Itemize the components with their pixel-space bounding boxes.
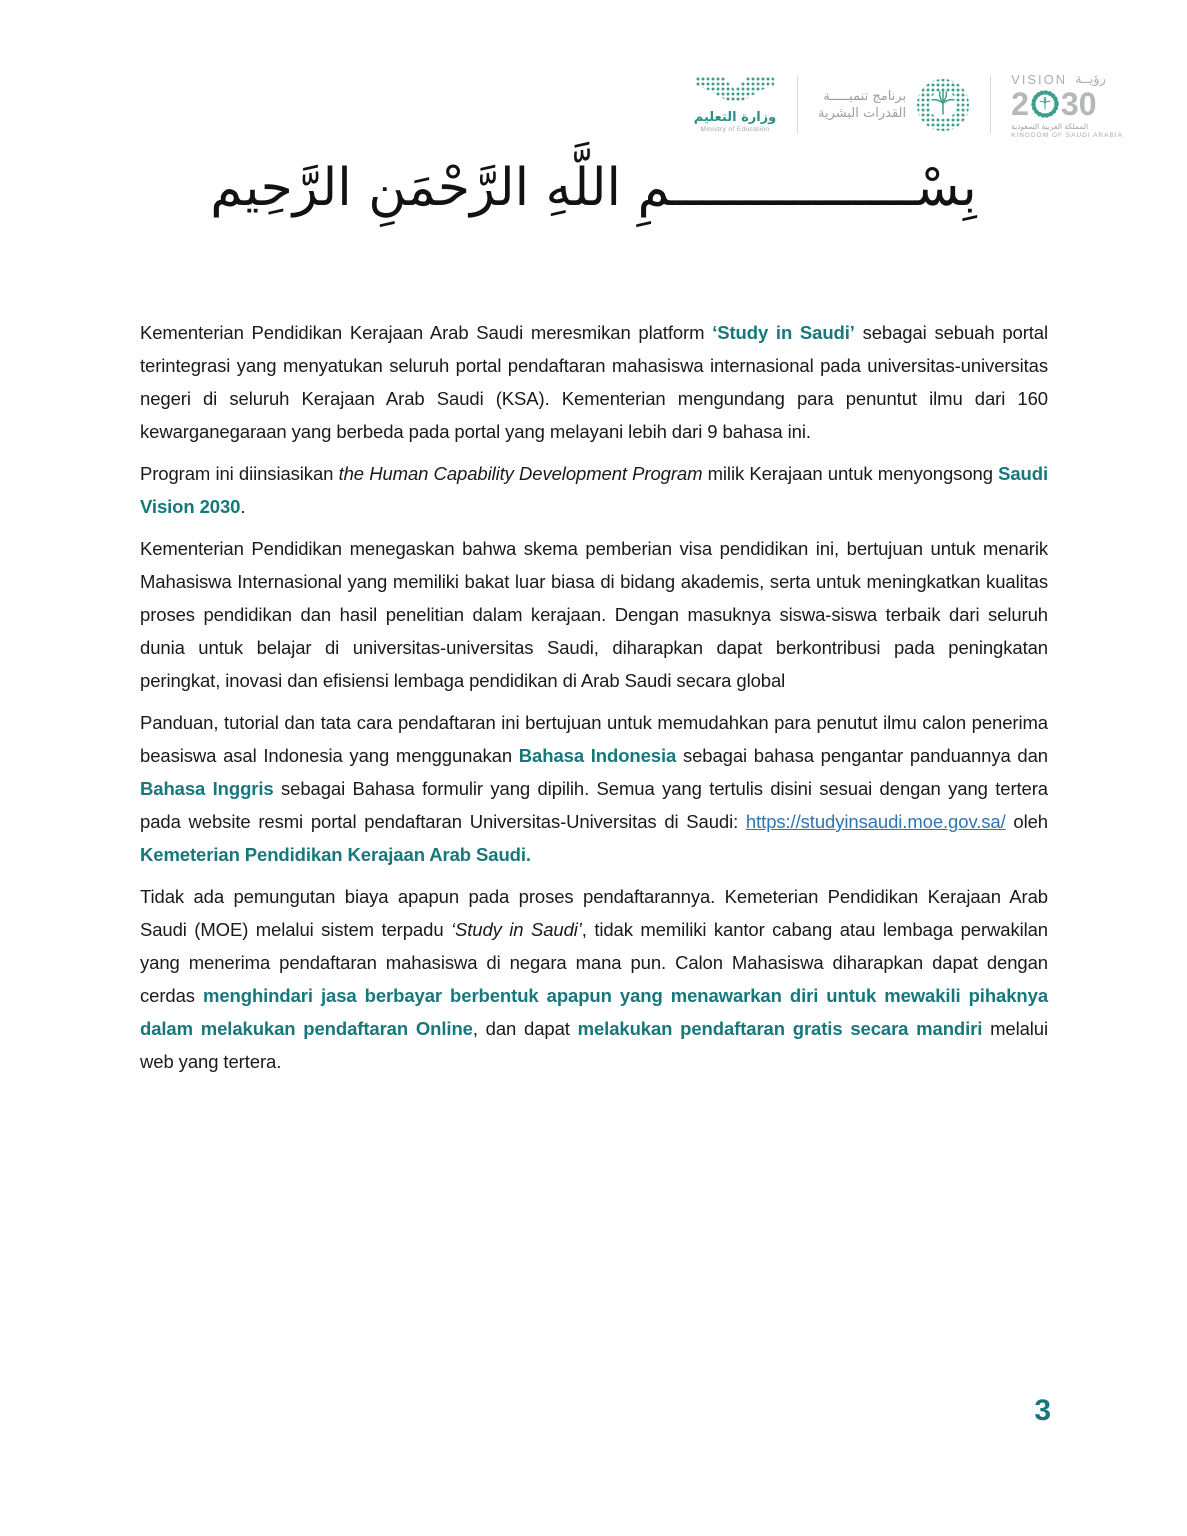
vision-emblem-icon: [1030, 89, 1060, 119]
palm-tree-icon: [1040, 97, 1050, 109]
text-run: sebagai bahasa pengantar panduannya dan: [676, 745, 1048, 766]
hcdp-name-line2: القدرات البشرية: [818, 106, 907, 121]
vision-country-arabic: المملكة العربية السعودية: [1011, 121, 1089, 131]
highlight-free-registration: melakukan pendaftaran gratis secara mandiri: [577, 1018, 983, 1039]
vision-label-en: VISION: [1011, 71, 1068, 87]
vision-year-2030: [1011, 85, 1097, 122]
vision-label-ar: رؤيــة: [1075, 71, 1106, 87]
page-number: 3: [1034, 1394, 1051, 1427]
bismillah-calligraphy: بِسْــــــــــــــــمِ اللَّهِ الرَّحْمَنِ الرَّحِيم: [210, 158, 977, 218]
vision-country-english: KINGDOM OF SAUDI ARABIA: [1011, 131, 1123, 139]
registration-portal-link[interactable]: https://studyinsaudi.moe.gov.sa/: [745, 811, 1006, 832]
highlight-avoid-paid-services: menghindari jasa berbayar berbentuk apapun yang menawarkan diri untuk mewakili pihaknya dalam melakukan pendaftaran Online: [140, 985, 1049, 1039]
header-logos: [693, 68, 1129, 142]
hcdp-name-line1: برنامج تنميـــــة: [823, 89, 907, 104]
text-run: milik Kerajaan untuk menyongsong: [702, 463, 999, 484]
hcdp-program-name: [818, 88, 906, 122]
text-run: sebagai Bahasa formulir yang dipilih. Semua yang tertulis disini sesuai dengan yang tertera pada website resmi portal pendaftaran Universitas-Universitas di Saudi:: [140, 778, 1049, 832]
text-run: , dan dapat: [472, 1018, 578, 1039]
text-run: Kementerian Pendidikan Kerajaan Arab Saudi meresmikan platform: [140, 322, 713, 343]
ministry-of-education-logo: [693, 77, 777, 133]
highlight-bahasa-indonesia: Bahasa Indonesia: [518, 745, 677, 766]
paragraph-guide-purpose: [140, 706, 1048, 871]
vision-2030-logo: [1011, 72, 1129, 139]
text-run: Program ini diinsiasikan: [140, 463, 339, 484]
paragraph-intro-platform: [140, 316, 1048, 448]
moe-arabic-name: وزارة التعليم: [693, 110, 777, 125]
study-in-saudi-italic: ‘Study in Saudi’: [450, 919, 582, 940]
text-run: Kementerian Pendidikan menegaskan bahwa skema pemberian visa pendidikan ini, bertujuan untuk menarik Mahasiswa Internasional yang memiliki bakat luar biasa di bidang akademis, serta untuk meningkatkan kualitas proses pendidikan dan hasil penelitian dalam kerajaan. Dengan masuknya siswa-siswa terbaik dari seluruh dunia untuk belajar di universitas-universitas Saudi, diharapkan dapat berkontribusi pada peningkatan peringkat, inovasi dan efisiensi lembaga pendidikan di Arab Saudi secara global: [140, 538, 1048, 691]
text-run: Tidak ada pemungutan biaya apapun pada proses pendaftarannya. Kemeterian Pendidikan Kerajaan Arab Saudi (MOE) melalui sistem terpadu: [140, 886, 1048, 940]
moe-dots-icon: [696, 77, 774, 107]
text-run: .: [240, 496, 246, 517]
moe-english-name: Ministry of Education: [700, 126, 770, 133]
hcdp-program-logo: [818, 78, 970, 132]
vision-digit-2: 2: [1011, 85, 1029, 122]
paragraph-visa-scheme: [140, 532, 1048, 697]
text-run: oleh: [1005, 811, 1048, 832]
text-run: melalui web yang tertera.: [140, 1018, 1049, 1072]
document-body: [140, 316, 1048, 1087]
text-run: sebagai sebuah portal terintegrasi yang menyatukan seluruh portal pendaftaran mahasiswa internasional pada universitas-universitas negeri di seluruh Kerajaan Arab Saudi (KSA). Kementerian mengundang para penuntut ilmu dari 160 kewarganegaraan yang berbeda pada portal yang melayani lebih dari 9 bahasa ini.: [140, 322, 1048, 442]
program-name-italic: the Human Capability Development Program: [338, 463, 703, 484]
paragraph-program-initiative: [140, 457, 1048, 523]
vision-digits-30: 30: [1060, 85, 1097, 122]
highlight-study-in-saudi: ‘Study in Saudi’: [712, 322, 855, 343]
highlight-bahasa-inggris: Bahasa Inggris: [140, 778, 274, 799]
paragraph-no-fees: [140, 880, 1048, 1078]
hcdp-emblem-icon: [916, 78, 970, 132]
vision-wordmark: [1011, 72, 1106, 87]
highlight-saudi-vision-2030: Saudi Vision 2030: [140, 463, 1048, 517]
text-run: Panduan, tutorial dan tata cara pendaftaran ini bertujuan untuk memudahkan para penutut ilmu calon penerima beasiswa asal Indonesia yang menggunakan: [140, 712, 1048, 766]
logo-separator: [797, 76, 798, 134]
highlight-ministry-name: Kemeterian Pendidikan Kerajaan Arab Saudi.: [140, 844, 531, 865]
text-run: , tidak memiliki kantor cabang atau lembaga perwakilan yang menerima pendaftaran mahasiswa di negara mana pun. Calon Mahasiswa diharapkan dapat dengan cerdas: [140, 919, 1048, 1006]
logo-separator: [990, 76, 991, 134]
